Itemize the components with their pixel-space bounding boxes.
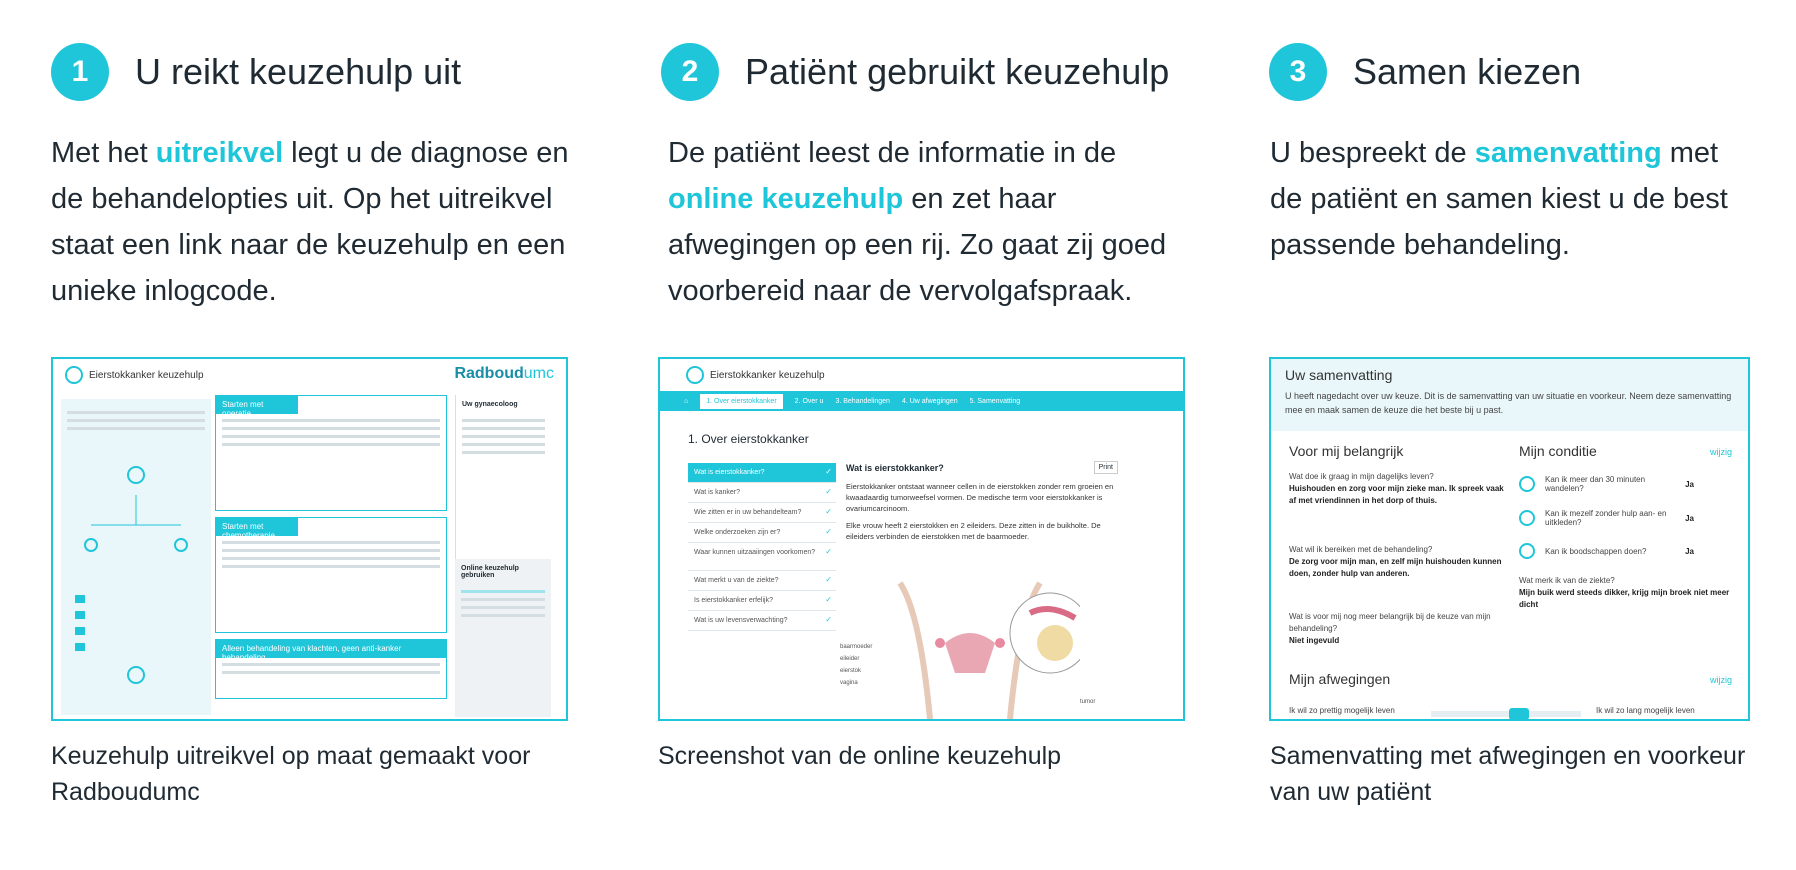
- option-operatie: Starten met operatie: [215, 395, 447, 511]
- step-1-description: [51, 130, 571, 314]
- preference-slider[interactable]: [1431, 711, 1581, 717]
- list-item[interactable]: Wat is uw levensverwachting? ✓: [688, 611, 836, 631]
- print-button[interactable]: Print: [1094, 461, 1118, 474]
- option-klachten: Alleen behandeling van klachten, geen anti-kanker behandeling: [215, 639, 447, 699]
- step-3-number: 3: [1269, 43, 1327, 101]
- step-3-description: [1270, 130, 1740, 268]
- section-afwegingen: Mijn afwegingen: [1289, 671, 1391, 687]
- list-item[interactable]: Wat is kanker? ✓: [688, 483, 836, 503]
- option-chemotherapie: Starten met chemotherapie: [215, 517, 447, 633]
- body-paragraph: Eierstokkanker ontstaat wanneer cellen in de eierstokken zonder rem groeien en kwaadaardig tumorweefsel vormen. De medische term voor eierstokkanker is ovariumcarcinoom.: [846, 482, 1114, 513]
- step-3-desc-post: met de patiënt en samen kiest u de best passende behandeling.: [1270, 137, 1728, 261]
- thumb2-app-title: Eierstokkanker keuzehulp: [710, 369, 825, 381]
- samenvatting-link[interactable]: samenvatting: [1474, 137, 1662, 169]
- list-item[interactable]: Wat merkt u van de ziekte? ✓: [688, 571, 836, 591]
- keuzehulp-logo-icon: [65, 366, 83, 384]
- question-block: Wat doe ik graag in mijn dagelijks leven? Huishouden en zorg voor mijn zieke man. Ik spreek vaak af met vriendinnen in het dorp of thuis.: [1289, 472, 1504, 505]
- uitreikvel-link[interactable]: uitreikvel: [155, 137, 284, 169]
- thumb1-flow-panel: [61, 399, 211, 715]
- step-3-header: [1269, 42, 1581, 102]
- body-paragraph: Elke vrouw heeft 2 eierstokken en 2 eileiders. Deze zitten in de buikholte. De eileiders verbinden de eierstokken met de baarmoeder.: [846, 521, 1101, 541]
- summary-subtitle: U heeft nagedacht over uw keuze. Dit is de samenvatting van uw situatie en voorkeur. Neem deze samenvatting mee en maak samen de keuze die het beste bij u past.: [1285, 391, 1732, 415]
- step-3-caption: Samenvatting met afwegingen en voorkeur van uw patiënt: [1270, 742, 1746, 806]
- step-1-caption: Keuzehulp uitreikvel op maat gemaakt voor Radboudumc: [51, 742, 531, 806]
- anatomy-labels: baarmoeder eileider eierstok vagina: [840, 644, 873, 686]
- thumb1-app-title: Eierstokkanker keuzehulp: [89, 369, 204, 381]
- thumb2-heading: 1. Over eierstokkanker: [688, 432, 809, 446]
- step-3-title: Samen kiezen: [1353, 51, 1582, 92]
- conditie-row: Kan ik boodschappen doen? Ja: [1519, 543, 1694, 559]
- pref-left-label: Ik wil zo prettig mogelijk leven: [1289, 706, 1395, 715]
- summary-title: Uw samenvatting: [1285, 367, 1393, 383]
- step-1-number: 1: [51, 43, 109, 101]
- anatomy-illustration: [890, 573, 1080, 719]
- thumb3-header: [1271, 359, 1748, 431]
- step-1-title: U reikt keuzehulp uit: [135, 51, 462, 92]
- online-keuzehulp-thumbnail[interactable]: [658, 357, 1185, 721]
- thumb1-online-panel: Online keuzehulp gebruiken: [455, 559, 551, 717]
- section-conditie: Mijn conditie: [1519, 443, 1597, 459]
- step-2-desc-pre: De patiënt leest de informatie in de: [668, 137, 1117, 169]
- conversation-flow-icon: [61, 435, 211, 695]
- list-item[interactable]: Waar kunnen uitzaaiingen voorkomen? ✓: [688, 543, 836, 571]
- conditie-row: Kan ik mezelf zonder hulp aan- en uitkleden? Ja: [1519, 509, 1694, 527]
- tab-behandelingen[interactable]: 3. Behandelingen: [835, 397, 890, 405]
- thumb1-options: [215, 395, 447, 705]
- step-1-header: [51, 42, 461, 102]
- step-2-header: [661, 42, 1169, 102]
- step-2-title: Patiënt gebruikt keuzehulp: [745, 51, 1170, 92]
- tab-over-eierstokkanker[interactable]: 1. Over eierstokkanker: [700, 394, 782, 409]
- question-block: Wat wil ik bereiken met de behandeling? De zorg voor mijn man, en zelf mijn huishouden kunnen doen, zonder hulp van anderen.: [1289, 545, 1502, 578]
- wijzig-afwegingen-link[interactable]: wijzig: [1709, 675, 1732, 685]
- thumb2-nav: [660, 391, 1183, 411]
- wijzig-conditie-link[interactable]: wijzig: [1709, 447, 1732, 457]
- tab-afwegingen[interactable]: 4. Uw afwegingen: [901, 397, 958, 405]
- samenvatting-thumbnail[interactable]: [1269, 357, 1750, 721]
- tab-samenvatting[interactable]: 5. Samenvatting: [969, 397, 1021, 405]
- step-2-desc-post: en zet haar afwegingen op een rij. Zo gaat zij goed voorbereid naar de vervolgafspraak.: [668, 183, 1167, 307]
- body-title: Wat is eierstokkanker?: [846, 463, 944, 473]
- keuzehulp-logo-icon: [686, 366, 704, 384]
- step-1-desc-post: legt u de diagnose en de behandelopties uit. Op het uitreikvel staat een link naar de keuzehulp en een unieke inlogcode.: [51, 137, 569, 307]
- home-icon[interactable]: ⌂: [684, 397, 689, 405]
- step-2-number: 2: [661, 43, 719, 101]
- uitreikvel-thumbnail[interactable]: [51, 357, 568, 721]
- shirt-icon: [1519, 510, 1535, 526]
- step-1-desc-pre: Met het: [51, 137, 156, 169]
- online-keuzehulp-link[interactable]: online keuzehulp: [668, 183, 904, 215]
- step-3-desc-pre: U bespreekt de: [1270, 137, 1475, 169]
- slider-knob[interactable]: [1509, 708, 1529, 720]
- question-block: Wat merk ik van de ziekte? Mijn buik werd steeds dikker, krijg mijn broek niet meer dicht: [1519, 576, 1730, 609]
- list-item[interactable]: Welke onderzoeken zijn er? ✓: [688, 523, 836, 543]
- tumor-label: tumor: [1080, 699, 1096, 705]
- question-block: Wat is voor mij nog meer belangrijk bij de keuze van mijn behandeling? Niet ingevuld: [1289, 612, 1491, 645]
- stopwatch-icon: [1519, 476, 1535, 492]
- section-belangrijk: Voor mij belangrijk: [1289, 443, 1404, 459]
- radboudumc-logo: Radboudumc: [454, 365, 554, 382]
- conditie-row: Kan ik meer dan 30 minuten wandelen? Ja: [1519, 475, 1694, 493]
- step-2-caption: Screenshot van de online keuzehulp: [658, 742, 1062, 770]
- list-item[interactable]: Wie zitten er in uw behandelteam? ✓: [688, 503, 836, 523]
- list-item[interactable]: Is eierstokkanker erfelijk? ✓: [688, 591, 836, 611]
- thumb2-body: [846, 463, 1118, 542]
- list-item[interactable]: Wat is eierstokkanker? ✓: [688, 463, 836, 483]
- thumb2-topic-list: [688, 463, 836, 631]
- thumb1-contact-panel: Uw gynaecoloog: [455, 395, 551, 717]
- tab-over-u[interactable]: 2. Over u: [794, 397, 824, 405]
- pref-right-label: Ik wil zo lang mogelijk leven: [1596, 706, 1695, 715]
- thumb2-topbar: [660, 359, 1183, 391]
- step-2-description: [668, 130, 1198, 314]
- basket-icon: [1519, 543, 1535, 559]
